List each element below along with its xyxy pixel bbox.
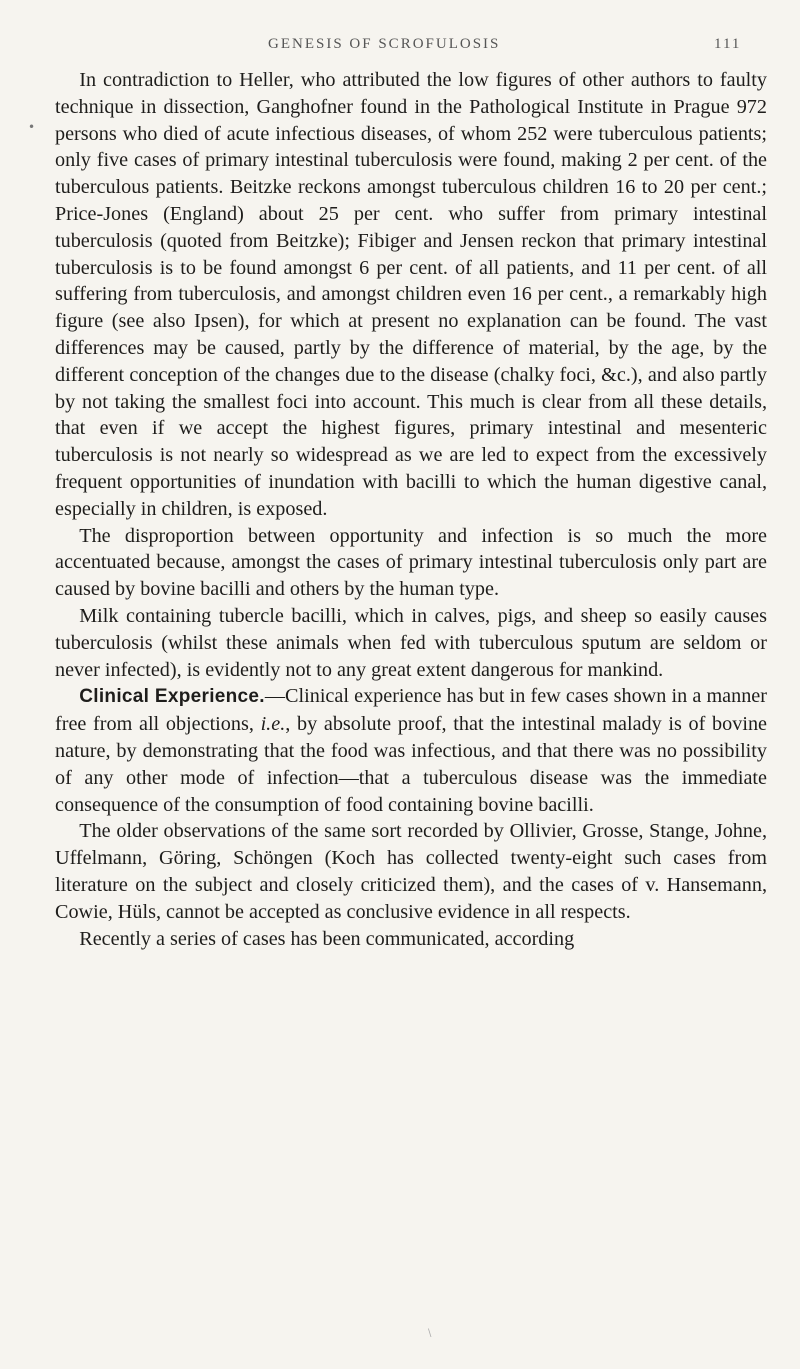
section-heading: Clinical Experience. — [79, 686, 265, 708]
paragraph-4 — [55, 683, 767, 818]
running-head: GENESIS OF SCROFULOSIS — [268, 36, 501, 52]
paragraph-3: Milk containing tubercle bacilli, which in calves, pigs, and sheep so easily causes tuberculosis (whilst these animals when fed with tuberculous sputum are seldom or never infected), is evidently not to any great extent dangerous for mankind. — [55, 604, 767, 681]
paragraph-4-text-a: —Clinical experience has but in few cases shown in a manner free from all objections, — [55, 685, 767, 736]
page-number: 111 — [714, 36, 742, 52]
paragraph-2: The disproportion between opportunity and infection is so much the more accentuated because, amongst the cases of primary intestinal tuberculosis only part are caused by bovine bacilli and others by the human type. — [55, 524, 767, 601]
body-text — [55, 67, 767, 952]
paragraph-4-italic: i.e. — [260, 713, 286, 736]
paragraph-1: In contradiction to Heller, who attributed the low figures of other authors to faulty technique in dissection, Ganghofner found in the Pathological Institute in Prague 972 persons who died of acute infectious diseases, of whom 252 were tuberculous patients; only five cases of primary intestinal tuberculosis were found, making 2 per cent. of the tuberculous patients. Beitzke reckons amongst tuberculous children 16 to 20 per cent.; Price-Jones (England) about 25 per cent. who suffer from primary intestinal tuberculosis (quoted from Beitzke); Fibiger and Jensen reckon that primary intestinal tuberculosis is to be found amongst 6 per cent. of all patients, and 11 per cent. of all suffering from tuberculosis, and amongst children even 16 per cent., a remarkably high figure (see also Ipsen), for which at present no explanation can be found. The vast differences may be caused, partly by the difference of material, by the age, by the different conception of the changes due to the disease (chalky foci, &c.), and also partly by not taking the smallest foci into account. This much is clear from all these details, that even if we accept the highest figures, primary intestinal and mesenteric tuberculosis is not nearly so widespread as we are led to expect from the excessively frequent opportunities of inundation with bacilli to which the human digestive canal, especially in children, is exposed. — [55, 69, 767, 520]
paragraph-5: The older observations of the same sort recorded by Ollivier, Grosse, Stange, Johne, Uffelmann, Göring, Schöngen (Koch has collected twenty-eight such cases from literature on the subject and closely criticized them), and the cases of v. Hansemann, Cowie, Hüls, cannot be accepted as conclusive evidence in all respects. — [55, 820, 767, 923]
margin-mark: • — [28, 120, 36, 134]
paragraph-6: Recently a series of cases has been communicated, according — [79, 927, 575, 950]
paragraph-4-text-b: , by absolute proof, that the intestinal malady is of bovine nature, by demonstrating that the food was infectious, and that there was no possibility of any other mode of infection—that a tuberculous disease was the immediate consequence of the consumption of food containing bovine bacilli. — [55, 713, 768, 816]
margin-tick: \ — [428, 1328, 432, 1339]
